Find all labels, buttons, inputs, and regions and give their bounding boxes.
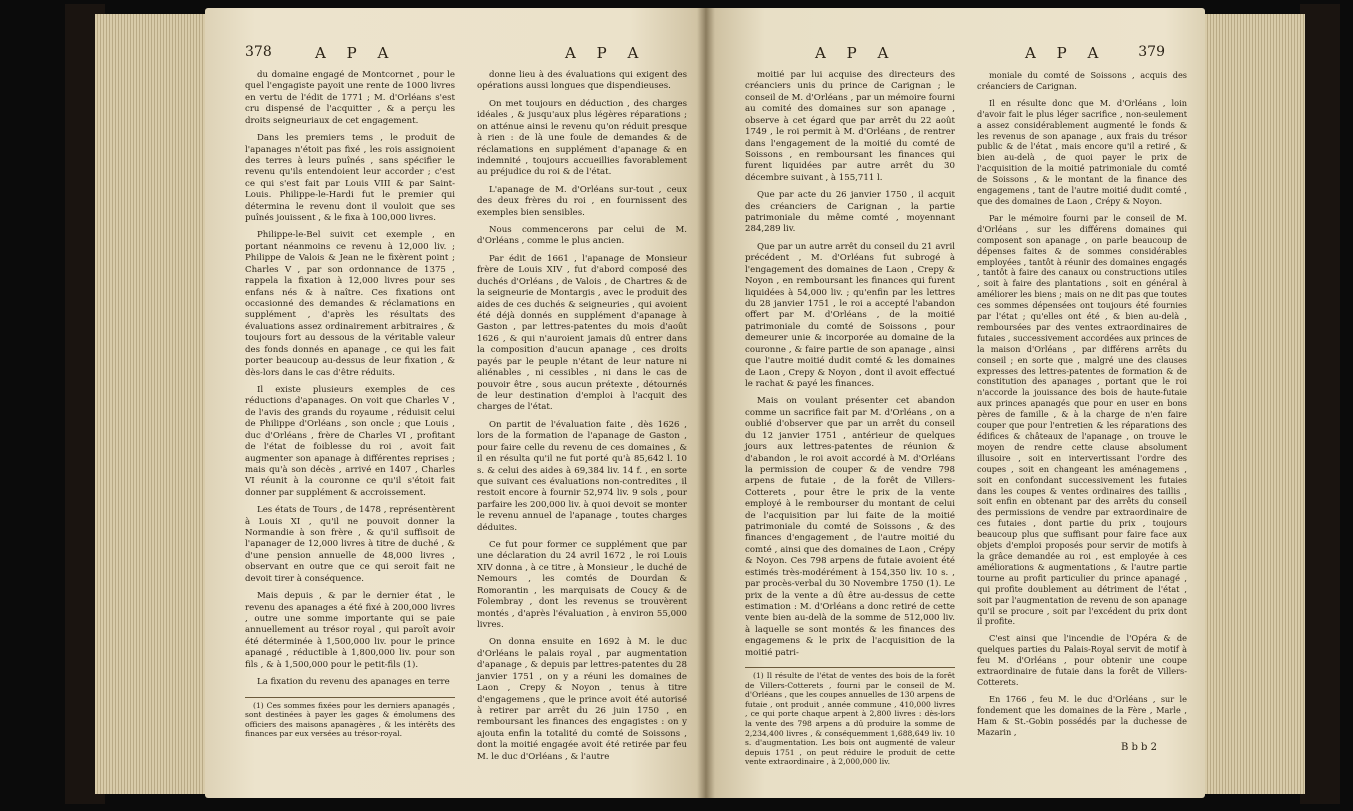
footnote [245,697,455,739]
right-column-2 [977,70,1187,754]
paragraph: On donna ensuite en 1692 à M. le duc d'Orléans le palais royal , par augmentation d'apanage , & depuis par lettres-patentes du 28 janvier 1751 , on y a réuni les domaines de Laon , Crepy & Noyon , tenus à titre d'engagemens , que le prince avoit été autorisé à retirer par arrêt du 26 juin 1750 , en remboursant les finances des engagistes : on y ajouta enfin la totalité du comté de Soissons , dont la moitié engagée avoit été retirée par feu M. le duc d'Orléans , & l'autre [477,637,687,762]
right-page [705,8,1205,798]
heading-left-col2: A P A [565,44,647,62]
paragraph: C'est ainsi que l'incendie de l'Opéra & de quelques parties du Palais-Royal servit de motif à feu M. d'Orléans , pour obtenir une coupe extraordinaire de futaie dans la forêt de Villers-Cotterets. [977,633,1187,687]
book-gutter [697,8,715,798]
paragraph: moitié par lui acquise des directeurs des créanciers unis du prince de Carignan ; le conseil de M. d'Orléans , par un mémoire fourni au comité des domaines sur son apanage , observe à cet égard que par arrêt du 22 août 1749 , le roi permit à M. d'Orléans , de rentrer dans l'engagement de la moitié du comté de Soissons , en remboursant les finances qui furent liquidées par autre arrêt du 30 décembre suivant , à 155,711 l. [745,70,955,183]
paragraph: On partit de l'évaluation faite , dès 1626 , lors de la formation de l'apanage de Gaston , pour faire celle du revenu de ces domaines , & il en résulta qu'il ne fut porté qu'à 85,642 l. 10 s. & celui des aides à 69,384 liv. 14 f. , en sorte que suivant ces évaluations non-contredites , il restoit encore à fournir 52,974 liv. 9 sols , pour parfaire les 200,000 liv. à quoi devoit se monter le revenu annuel de l'apanage , toutes charges déduites. [477,419,687,533]
book-cover-right [1300,4,1340,804]
open-book [175,8,1335,808]
left-page [205,8,705,798]
paragraph: Par édit de 1661 , l'apanage de Monsieur frère de Louis XIV , fut d'abord composé des duchés d'Orléans , de Valois , de Chartres & de la seigneurie de Montargis , avec le produit des aides de ces duchés & seigneuries , qui avoient été déjà donnés en supplément d'apanage à Gaston , par lettres-patentes du mois d'août 1626 , & qui n'auroient jamais dû entrer dans la composition d'aucun apanage , ces droits payés par le peuple n'étant de leur nature ni aliénables , ni cessibles , ni dans le cas de pouvoir être , sous aucun prétexte , détournés de leur destination d'emploi à l'acquit des charges de l'état. [477,253,687,413]
paragraph: La fixation du revenu des apanages en terre [257,677,450,688]
paragraph: Les états de Tours , de 1478 , représentèrent à Louis XI , qu'il ne pouvoit donner la Normandie à son frère , & qu'il suffisoit de l'apanager de 12,000 livres à titre de duché , & d'une pension annuelle de 48,000 livres , observant en outre que ce qui seroit fait ne devoit tirer à conséquence. [245,505,455,584]
page-number-left: 378 [245,44,272,60]
paragraph: Il existe plusieurs exemples de ces réductions d'apanages. On voit que Charles V , de l'avis des grands du royaume , réduisit celui de Philippe d'Orléans , son oncle ; que Louis , duc d'Orléans , frère de Charles VI , profitant de l'état de foiblesse du roi , avoit fait augmenter son apanage à différentes reprises ; mais qu'à son décès , arrivé en 1407 , Charles VI réunit à la couronne ce qu'il s'étoit fait donner par supplément & accroissement. [245,384,455,498]
left-column-2 [477,70,687,769]
paragraph: du domaine engagé de Montcornet , pour le quel l'engagiste payoit une rente de 1000 livres en vertu de l'édit de 1771 ; M. d'Orléans s'est cru dispensé de l'acquitter , & a perçu les droits seigneuriaux de cet engagement. [245,70,455,126]
page-edges-right [1205,14,1305,794]
paragraph: Philippe-le-Bel suivit cet exemple , en portant néanmoins ce revenu à 12,000 liv. ; Philippe de Valois & Jean ne le fixèrent point ; Charles V , par son ordonnance de 1375 , rappela la fixation à 12,000 livres pour ses enfans nés & à naître. Ces fixations ont occasionné des demandes & réclamations en supplément , d'après les résultats des évaluations assez ordinairement arbitraires , & toujours fort au dessous de la véritable valeur des fonds donnés en apanage , ce qui les fait porter beaucoup au-dessus de leur fixation , & dès-lors dans le cas d'être réduits. [245,230,455,378]
left-column-1 [245,70,455,739]
footnote [745,667,955,767]
paragraph: En 1766 , feu M. le duc d'Orléans , sur le fondement que les domaines de la Fère , Marle , Ham & St.-Gobin possédés par la duchesse de Mazarin , [977,693,1187,737]
paragraph: Nous commencerons par celui de M. d'Orléans , comme le plus ancien. [477,225,687,247]
paragraph: L'apanage de M. d'Orléans sur-tout , ceux des deux frères du roi , en fournissent des exemples bien sensibles. [477,184,687,218]
paragraph: Dans les premiers tems , le produit de l'apanages n'étoit pas fixé , les rois assignoient des terres à leurs puînés , sans spécifier le revenu qu'ils entendoient leur accorder ; c'est ce qui s'est fait par Louis VIII & par Saint-Louis. Philippe-le-Hardi fut le premier qui détermina le revenu dont il vouloit que ses puînés jouissent , & le fixa à 100,000 livres. [245,133,455,224]
left-page-columns [245,70,687,778]
paragraph: Que par un autre arrêt du conseil du 21 avril précédent , M. d'Orléans fut subrogé à l'engagement des domaines de Laon , Crepy & Noyon , en remboursant les finances qui furent liquidées à 54,000 liv. ; qu'enfin par les lettres du 28 janvier 1751 , le roi a accepté l'abandon offert par M. d'Orléans , de la moitié patrimoniale du comté de Soissons , pour demeurer unie & incorporée au domaine de la couronne , & faire partie de son apanage , ainsi que l'autre moitié dudit comté & les domaines de Laon , Crepy & Noyon , dont il avoit effectué le rachat & payé les finances. [745,241,955,389]
signature-mark: B b b 2 [1120,742,1157,754]
paragraph: Que par acte du 26 janvier 1750 , il acquit des créanciers de Carignan , la partie patrimoniale du même comté , moyennant 284,289 liv. [745,190,955,235]
paragraph: moniale du comté de Soissons , acquis des créanciers de Carignan. [977,70,1187,91]
right-column-1 [745,70,955,767]
page-number-right: 379 [1138,44,1165,60]
heading-left-col1: A P A [315,44,397,62]
heading-right-col2: A P A [1025,44,1107,62]
paragraph: Il en résulte donc que M. d'Orléans , loin d'avoir fait le plus léger sacrifice , non-seulement a assez considérablement augmenté le fonds & les revenus de son apanage , aux frais du trésor public & de l'état , mais encore qu'il a retiré , & bien au-delà , de quoi payer le prix de l'acquisition de la moitié patrimoniale du comté de Soissons , & le montant de la finance des engagemens , tant de l'autre moitié dudit comté , que des domaines de Laon , Crépy & Noyon. [977,97,1187,206]
paragraph: Ce fut pour former ce supplément que par une déclaration du 24 avril 1672 , le roi Louis XIV donna , à ce titre , à Monsieur , le duché de Nemours , les comtés de Dourdan & Romorantin , les marquisats de Coucy & de Folembray , dont les revenus se trouvèrent montés , d'après l'évaluation , à environ 55,000 livres. [477,540,687,630]
heading-right-col1: A P A [815,44,897,62]
paragraph: Mais depuis , & par le dernier état , le revenu des apanages a été fixé à 200,000 livres , outre une somme importante qui se paie annuellement au trésor royal , qui paroît avoir été déterminée à 1,500,000 liv. pour le prince apanagé , réductible à 1,800,000 liv. pour son fils , & à 1,500,000 pour le petit-fils (1). [245,591,455,670]
right-running-head [745,44,1165,68]
paragraph: donne lieu à des évaluations qui exigent des opérations aussi longues que dispendieuses. [477,70,687,92]
left-running-head [245,44,665,68]
paragraph: Mais on voulant présenter cet abandon comme un sacrifice fait par M. d'Orléans , on a oublié d'observer que par un arrêt du conseil du 12 janvier 1751 , antérieur de quelques jours aux lettres-patentes de réunion & d'abandon , le roi avoit accordé à M. d'Orléans la permission de couper & de vendre 798 arpens de futaie , de la forêt de Villers-Cotterets , pour être le prix de la vente employé à le rembourser du montant de celui de l'acquisition par lui faite de la moitié patrimoniale du comté de Soissons , & des finances d'engagement , de l'autre moitié du comté , ainsi que des domaines de Laon , Crépy & Noyon. Ces 798 arpens de futaie avoient été estimés très-modérément à 154,350 liv. 10 s. , par procès-verbal du 30 Novembre 1750 (1). Le prix de la vente a dû être au-dessus de cette estimation : M. d'Orléans a donc retiré de cette vente bien au-delà de la somme de 512,000 liv. à laquelle se sont montés & les finances des engagemens & le prix de l'acquisition de la moitié patri- [745,396,955,658]
paragraph: Par le mémoire fourni par le conseil de M. d'Orléans , sur les différens domaines qui composent son apanage , on parle beaucoup de dépenses faites & de sommes considérables employées , tantôt à réunir des domaines engagés , tantôt à faire des canaux ou constructions utiles , soit à faire des plantations , soit en général à améliorer les biens ; mais on ne dit pas que toutes ces sommes dépensées ont toujours été fournies par l'état ; qu'elles ont été , & bien au-delà , remboursées par des ventes extraordinaires de futaies , successivement accordées aux princes de la maison d'Orléans , par différens arrêts du conseil ; en sorte que , malgré une des clauses expresses des lettres-patentes de formation & de constitution des apanages , portant que le roi n'accorde la jouissance des bois de haute-futaie aux princes apanagés que pour en user en bons pères de famille , & à la charge de n'en faire couper que pour l'entretien & les réparations des édifices & châteaux de l'apanage , on trouve le moyen de rendre cette clause absolument illusoire , soit en intervertissant l'ordre des coupes , soit en changeant les aménagemens , soit en confondant successivement les futaies dans les coupes & ventes ordinaires des taillis , soit enfin en obtenant par des arrêts du conseil des permissions de vendre par extraordinaire de ces futaies , dont partie du prix , toujours beaucoup plus que suffisant pour faire face aux objets d'emploi proposés pour servir de motifs à la grâce demandée au roi , est employée à ces améliorations & augmentations , & l'autre partie tourne au profit particulier du prince apanagé , qui profite doublement au détriment de l'état , soit par l'augmentation de revenu de son apanage qu'il se procure , soit par l'excédent du prix dont il profite. [977,212,1187,627]
footnote-text: (1) Ces sommes fixées pour les derniers apanagés , sont destinées à payer les gages & émolumens des officiers des maisons apanagères , & les intérêts des finances par eux versées au trésor-royal. [245,700,455,739]
right-page-columns [745,70,1187,778]
footnote-text: (1) Il résulte de l'état de ventes des bois de la forêt de Villers-Cotterets , fourni par le conseil de M. d'Orléans , que les coupes annuelles de 130 arpens de futaie , ont produit , année commune , 410,000 livres , ce qui porte chaque arpent à 2,800 livres : dès-lors la vente des 798 arpens a dû produire la somme de 2,234,400 livres , & conséquemment 1,688,649 liv. 10 s. d'augmentation. Les bois ont augmenté de valeur depuis 1751 , on peut réduire le produit de cette vente extraordinaire , à 2,000,000 liv. [745,671,955,767]
paragraph: On met toujours en déduction , des charges idéales , & jusqu'aux plus légères réparations ; on atténue ainsi le revenu qu'on réduit presque à rien : de là une foule de demandes & de réclamations en supplément d'apanage & en indemnité , toujours accueillies favorablement au préjudice du roi & de l'état. [477,98,687,178]
page-edges-left [95,14,205,794]
